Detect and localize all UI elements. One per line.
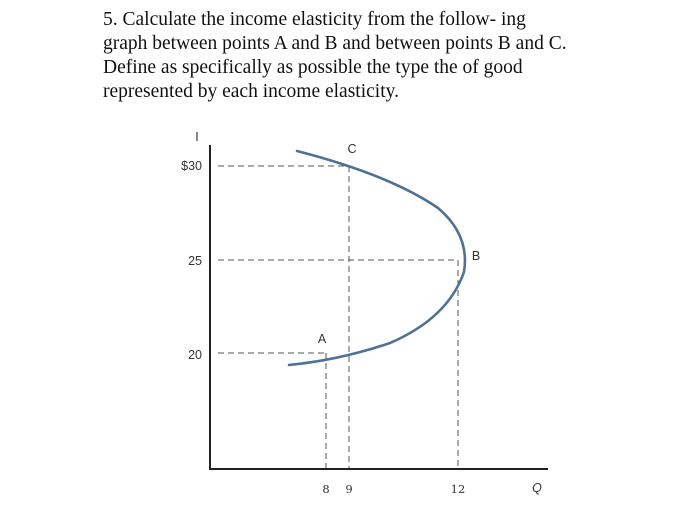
y-axis-label: I bbox=[195, 130, 199, 144]
question-line-1: 5. Calculate the income elasticity from the follow- ing bbox=[103, 9, 526, 30]
y-tick-30: $30 bbox=[181, 159, 202, 173]
point-label-b: B bbox=[471, 249, 481, 263]
question-line-3: Define as specifically as possible the type the of good bbox=[103, 57, 523, 78]
question-line-2: graph between points A and B and between points B and C. bbox=[103, 33, 567, 54]
y-tick-20: 20 bbox=[188, 348, 202, 362]
x-tick-9: 9 bbox=[345, 482, 353, 496]
x-tick-8: 8 bbox=[322, 482, 330, 496]
x-axis-label: Q bbox=[532, 481, 542, 495]
income-consumption-curve bbox=[289, 151, 465, 365]
question-line-4: represented by each income elasticity. bbox=[103, 81, 399, 102]
x-tick-12: 12 bbox=[450, 482, 466, 496]
point-label-a: A bbox=[317, 332, 327, 346]
y-tick-25: 25 bbox=[188, 254, 202, 268]
point-label-c: C bbox=[347, 142, 357, 156]
